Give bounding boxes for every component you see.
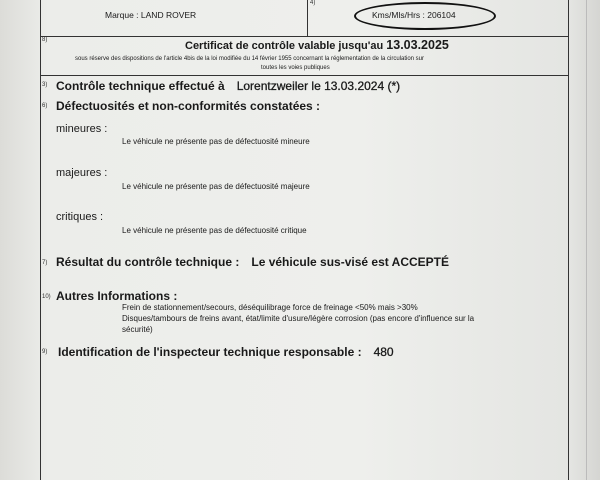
minor-label: mineures : bbox=[56, 123, 108, 135]
defects-heading: Défectuosités et non-conformités constatées : bbox=[56, 99, 321, 113]
result-label: Résultat du contrôle technique : bbox=[56, 255, 240, 269]
minor-text: Le véhicule ne présente pas de défectuosité mineure bbox=[122, 137, 310, 146]
mileage: Kms/Mls/Hrs : 206104 bbox=[372, 10, 456, 20]
other-info-line: Frein de stationnement/secours, déséquilibrage force de freinage <50% mais >30% bbox=[122, 303, 418, 312]
control-location-date: Lorentzweiler le 13.03.2024 (*) bbox=[236, 79, 401, 93]
marque: Marque : LAND ROVER bbox=[105, 10, 197, 20]
other-info-line: Disques/tambours de freins avant, état/limite d'usure/légère corrosion (pas encore d'influence sur la bbox=[122, 314, 475, 323]
inspector-label: Identification de l'inspecteur technique responsable : bbox=[58, 345, 362, 359]
critical-label: critiques : bbox=[56, 211, 104, 223]
paper-edge bbox=[586, 0, 587, 480]
result-value: Le véhicule sus-visé est ACCEPTÉ bbox=[251, 255, 449, 269]
result-row bbox=[56, 255, 449, 269]
divider bbox=[41, 75, 569, 76]
left-border bbox=[40, 0, 41, 480]
certificate-title bbox=[185, 38, 449, 52]
major-label: majeures : bbox=[56, 167, 108, 179]
divider bbox=[41, 36, 569, 37]
major-text: Le véhicule ne présente pas de défectuosité majeure bbox=[122, 182, 310, 191]
field-number: 9) bbox=[42, 349, 48, 355]
legal-note: sous réserve des dispositions de l'article 4bis de la loi modifiée du 14 février 1955 concernant la réglementation de la circulation sur bbox=[75, 56, 425, 62]
control-label: Contrôle technique effectué à bbox=[56, 79, 225, 93]
control-row bbox=[56, 79, 400, 93]
field-number: 3) bbox=[42, 82, 48, 88]
right-border bbox=[568, 0, 569, 480]
field-number: 4) bbox=[310, 0, 316, 6]
certificate-title-text: Certificat de contrôle valable jusqu'au bbox=[185, 40, 384, 52]
header-divider bbox=[307, 0, 308, 36]
legal-note: toutes les voies publiques bbox=[261, 65, 330, 71]
inspector-id: 480 bbox=[373, 345, 394, 359]
inspector-row bbox=[58, 345, 394, 359]
field-number: 8) bbox=[42, 37, 48, 43]
other-info-label: Autres Informations : bbox=[56, 289, 178, 303]
field-number: 6) bbox=[42, 103, 48, 109]
valid-until-date: 13.03.2025 bbox=[386, 38, 449, 52]
critical-text: Le véhicule ne présente pas de défectuosité critique bbox=[122, 226, 307, 235]
field-number: 7) bbox=[42, 260, 48, 266]
other-info-line: sécurité) bbox=[122, 325, 153, 334]
field-number: 10) bbox=[42, 294, 51, 300]
